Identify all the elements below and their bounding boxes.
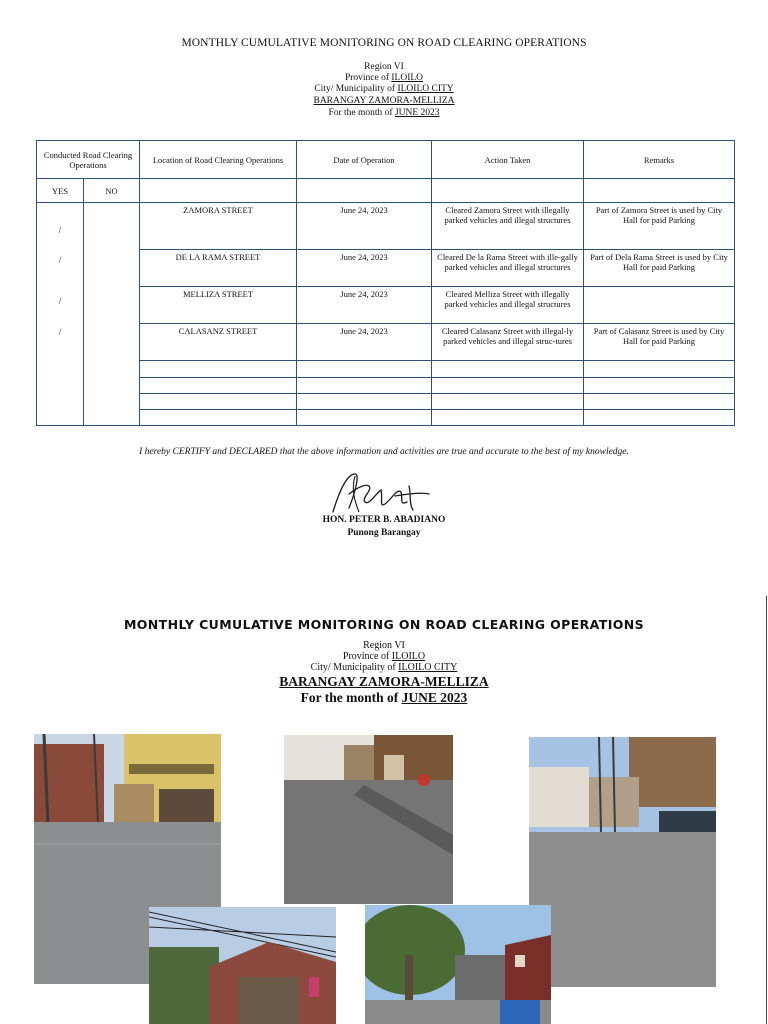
yes-mark: / (58, 296, 62, 306)
header-conducted: Conducted Road Clearing Operations (37, 141, 140, 179)
page2-region: Region VI (363, 640, 405, 651)
header-location: Location of Road Clearing Operations (140, 141, 297, 179)
remarks-cell (584, 287, 735, 324)
yes-mark: / (58, 225, 62, 235)
table-row (37, 287, 735, 324)
page2-city-value: ILOILO CITY (398, 662, 458, 673)
month-value: JUNE 2023 (394, 108, 440, 118)
page2-city (0, 662, 768, 673)
header-no: NO (84, 179, 140, 203)
action-cell: Cleared Zamora Street with illegally parked vehicles and illegal structures (432, 203, 584, 250)
date-cell: June 24, 2023 (297, 250, 432, 287)
page2-title: MONTHLY CUMULATIVE MONITORING ON ROAD CLEARING OPERATIONS (123, 617, 645, 632)
region-line: Region VI (364, 62, 404, 72)
table-header-row (37, 141, 735, 179)
operations-table (36, 140, 735, 426)
table-row (37, 203, 735, 250)
action-cell: Cleared De la Rama Street with ille-gally parked vehicles and illegal structures (432, 250, 584, 287)
table-row (37, 361, 735, 378)
page2-province-prefix: Province of (342, 651, 392, 662)
remarks-cell: Part of Zamora Street is used by City Hall for paid Parking (584, 203, 735, 250)
yes-mark: / (58, 327, 62, 337)
signatory-name: HON. PETER B. ABADIANO (322, 515, 446, 525)
header-action: Action Taken (432, 141, 584, 179)
month-line (0, 108, 768, 120)
signatory-block (0, 514, 768, 540)
table-row (37, 410, 735, 426)
page2-city-prefix: City/ Municipality of (310, 662, 399, 673)
signatory-position: Punong Barangay (347, 528, 421, 538)
table-row (37, 324, 735, 361)
action-cell: Cleared Calasanz Street with illegal-ly parked vehicles and illegal struc-tures (432, 324, 584, 361)
remarks-cell: Part of Calasanz Street is used by City Hall for paid Parking (584, 324, 735, 361)
street-photo-3 (529, 737, 716, 987)
page2-province-value: ILOILO (391, 651, 426, 662)
location-cell: ZAMORA STREET (140, 203, 297, 250)
report-title: MONTHLY CUMULATIVE MONITORING ON ROAD CLEARING OPERATIONS (181, 37, 587, 49)
header-remarks: Remarks (584, 141, 735, 179)
header-date: Date of Operation (297, 141, 432, 179)
street-photo-2 (284, 735, 453, 904)
yes-column (37, 203, 84, 426)
province-prefix: Province of (344, 73, 392, 83)
barangay-line (0, 96, 768, 108)
signature-image (325, 468, 435, 518)
month-prefix: For the month of (328, 108, 395, 118)
yes-mark: / (58, 255, 62, 265)
city-prefix: City/ Municipality of (314, 84, 398, 94)
location-cell: CALASANZ STREET (140, 324, 297, 361)
page2-barangay (0, 674, 768, 690)
location-cell: MELLIZA STREET (140, 287, 297, 324)
location-cell: DE LA RAMA STREET (140, 250, 297, 287)
page2-barangay-value: BARANGAY ZAMORA-MELLIZA (279, 674, 489, 689)
page2-month (0, 690, 768, 706)
date-cell: June 24, 2023 (297, 287, 432, 324)
table-row (37, 250, 735, 287)
no-column (84, 203, 140, 426)
city-line (0, 84, 768, 96)
remarks-cell: Part of Dela Rama Street is used by City Hall for paid Parking (584, 250, 735, 287)
page2-province (0, 651, 768, 662)
province-line (0, 73, 768, 85)
table-row (37, 378, 735, 394)
barangay-value: BARANGAY ZAMORA-MELLIZA (313, 96, 455, 106)
header-yes: YES (37, 179, 84, 203)
street-photo-5 (365, 905, 551, 1024)
page2-month-value: JUNE 2023 (401, 690, 468, 705)
action-cell: Cleared Melliza Street with illegally parked vehicles and illegal structures (432, 287, 584, 324)
date-cell: June 24, 2023 (297, 203, 432, 250)
certification-text: I hereby CERTIFY and DECLARED that the above information and activities are true and accurate to the best of my knowledge. (139, 447, 629, 457)
page2-month-prefix: For the month of (300, 690, 402, 705)
city-value: ILOILO CITY (397, 84, 454, 94)
table-row (37, 394, 735, 410)
table-subheader-row (37, 179, 735, 203)
date-cell: June 24, 2023 (297, 324, 432, 361)
street-photo-4 (149, 907, 336, 1024)
province-value: ILOILO (391, 73, 424, 83)
